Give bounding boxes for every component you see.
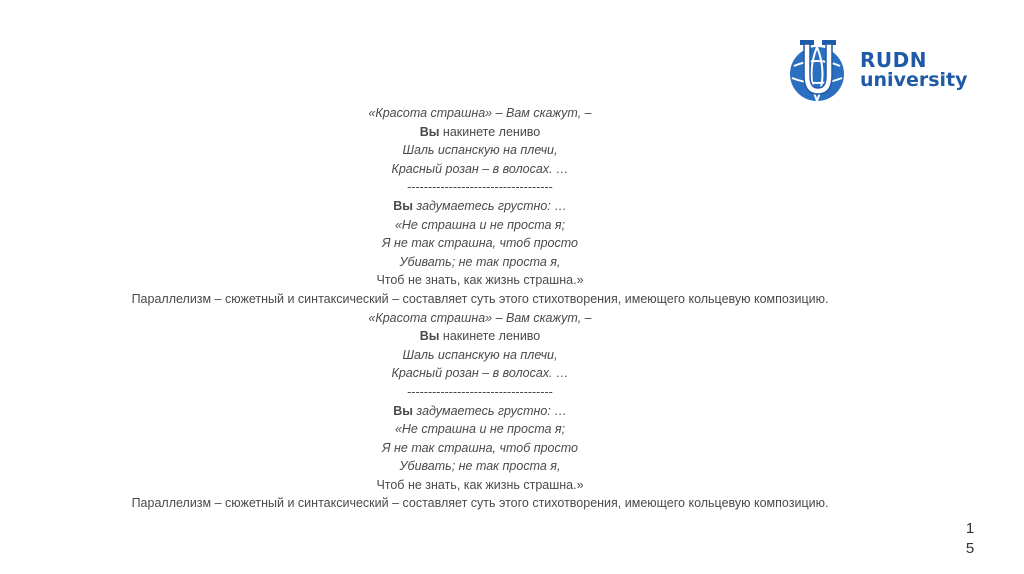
poem-line-text: Чтоб не знать, как жизнь страшна.» — [376, 477, 584, 492]
poem-line — [0, 476, 960, 495]
poem-line — [0, 383, 960, 402]
poem-line-text: задумаетесь грустно: … — [412, 403, 567, 418]
poem-line-bold: Вы — [419, 329, 440, 344]
poem-line — [0, 123, 960, 142]
poem-line — [0, 141, 960, 160]
poem-line-text: задумаетесь грустно: … — [412, 198, 567, 213]
poem-line-bold: Вы — [393, 403, 413, 418]
rudn-logo — [788, 36, 968, 104]
poem-line-text: накинете лениво — [439, 329, 541, 344]
poem-line-text: «Красота страшна» – Вам скажут, – — [368, 106, 592, 120]
poem-line — [0, 494, 960, 513]
poem-line-text: Убивать; не так проста я, — [399, 459, 561, 474]
poem-line-text: Красный розан – в волосах. … — [391, 366, 569, 381]
poem-line-bold: Вы — [393, 198, 413, 213]
poem-line-text: «Не страшна и не проста я; — [394, 217, 566, 232]
poem-line — [0, 457, 960, 476]
poem-line — [0, 234, 960, 253]
poem-line-text: Параллелизм – сюжетный и синтаксический – составляет суть этого стихотворения, имеющего кольцевую композицию. — [131, 291, 829, 306]
logo-wordmark — [860, 50, 968, 90]
poem-line — [0, 402, 960, 421]
logo-line-2: university — [860, 69, 968, 91]
poem-line-text: ----------------------------------- — [407, 180, 553, 195]
page-number — [962, 519, 978, 559]
poem-line-text: Чтоб не знать, как жизнь страшна.» — [376, 273, 584, 288]
poem-text — [0, 104, 960, 513]
poem-line-text: накинете лениво — [439, 124, 541, 139]
poem-line — [0, 327, 960, 346]
page-number-digit-1: 1 — [965, 520, 975, 537]
poem-line-text: ----------------------------------- — [407, 384, 553, 399]
poem-line-text: «Красота страшна» – Вам скажут, – — [368, 310, 592, 325]
rudn-globe-u-icon — [788, 36, 848, 104]
poem-line-text: Я не так страшна, чтоб просто — [382, 236, 578, 251]
page-number-digit-2: 5 — [965, 540, 975, 557]
poem-line — [0, 364, 960, 383]
poem-line-bold: Вы — [419, 124, 440, 139]
poem-line — [0, 290, 960, 309]
poem-line-text: Параллелизм – сюжетный и синтаксический – составляет суть этого стихотворения, имеющего кольцевую композицию. — [131, 496, 829, 511]
poem-line-text: Шаль испанскую на плечи, — [402, 143, 558, 158]
poem-line — [0, 178, 960, 197]
poem-line — [0, 420, 960, 439]
poem-line — [0, 271, 960, 290]
logo-line-1: RUDN — [860, 48, 927, 72]
poem-line — [0, 309, 960, 328]
poem-line-text: Красный розан – в волосах. … — [391, 161, 569, 176]
poem-line-text: Убивать; не так проста я, — [399, 254, 561, 269]
poem-line — [0, 197, 960, 216]
poem-line — [0, 216, 960, 235]
poem-line — [0, 439, 960, 458]
poem-line-text: Я не так страшна, чтоб просто — [382, 440, 578, 455]
poem-line — [0, 160, 960, 179]
poem-line-text: Шаль испанскую на плечи, — [402, 347, 558, 362]
poem-line — [0, 346, 960, 365]
poem-line — [0, 253, 960, 272]
poem-line — [0, 104, 960, 123]
poem-line-text: «Не страшна и не проста я; — [394, 422, 566, 437]
